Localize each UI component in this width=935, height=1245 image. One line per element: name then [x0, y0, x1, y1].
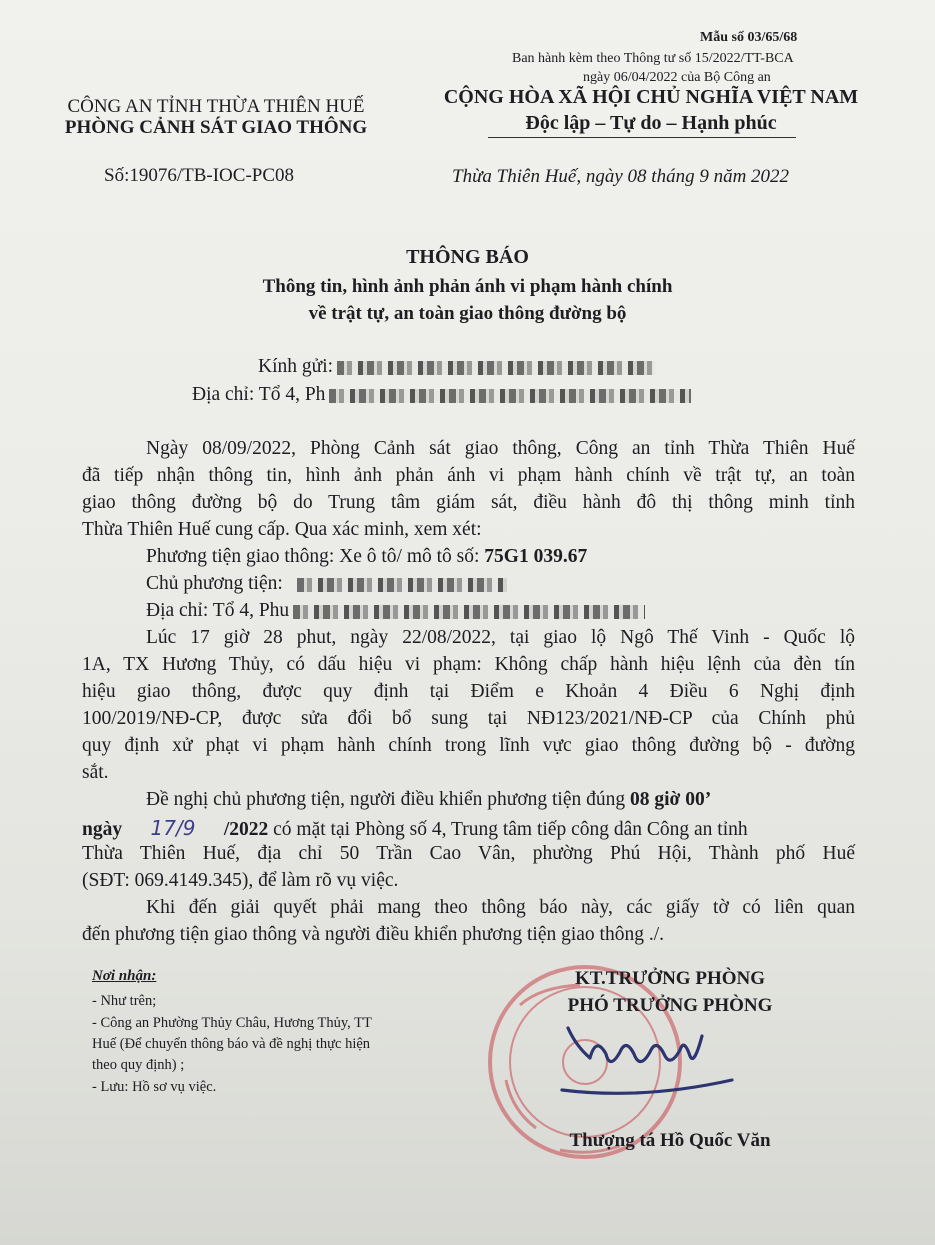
- redacted-owner: [297, 578, 507, 592]
- recipient-item: Huế (Để chuyển thông báo và đề nghị thực hiện: [92, 1036, 371, 1052]
- recipient-address-label: Địa chỉ: Tổ 4, Ph: [192, 384, 326, 405]
- owner-line: [146, 573, 507, 595]
- place-date: Thừa Thiên Huế, ngày 08 tháng 9 năm 2022: [452, 166, 790, 187]
- para3-line4: (SĐT: 069.4149.345), để làm rõ vụ việc.: [82, 870, 399, 891]
- recipient-to: [258, 356, 655, 378]
- appointment-time: 08 giờ 00’: [630, 789, 712, 810]
- agency-unit: PHÒNG CẢNH SÁT GIAO THÔNG: [64, 117, 368, 138]
- para1-line3: giao thông đường bộ do Trung tâm giám sát, điều hành đô thị thông minh tỉnh: [82, 492, 855, 513]
- para1-line1: Ngày 08/09/2022, Phòng Cảnh sát giao thông, Công an tỉnh Thừa Thiên Huế: [146, 438, 855, 459]
- subtitle-line-2: về trật tự, an toàn giao thông đường bộ: [308, 303, 627, 324]
- redacted-owner-address: [293, 605, 645, 619]
- signer-name: Thượng tá Hồ Quốc Văn: [569, 1130, 771, 1151]
- form-regulation-line: Ban hành kèm theo Thông tư số 15/2022/TT-BCA: [512, 51, 794, 66]
- para2-line6: sắt.: [82, 762, 109, 783]
- redacted-address: [329, 389, 691, 403]
- para3-line3: Thừa Thiên Huế, địa chỉ 50 Trần Cao Vân, phường Phú Hội, Thành phố Huế: [82, 843, 855, 864]
- owner-address-line: [146, 600, 645, 622]
- owner-label: Chủ phương tiện:: [146, 573, 283, 594]
- para2-line5: quy định xử phạt vi phạm hành chính trong lĩnh vực giao thông đường bộ - đường: [82, 735, 855, 756]
- handwritten-month: 9: [182, 816, 196, 840]
- agency-parent: CÔNG AN TỈNH THỪA THIÊN HUẾ: [67, 96, 365, 117]
- vehicle-plate: 75G1 039.67: [484, 546, 588, 567]
- handwritten-day: 17: [150, 816, 176, 840]
- signature-title-1: KT.TRƯỞNG PHÒNG: [575, 968, 765, 989]
- subtitle-line-1: Thông tin, hình ảnh phản ánh vi phạm hành chính: [262, 276, 673, 297]
- motto-underline: [488, 137, 796, 138]
- recipient-item: - Như trên;: [92, 993, 157, 1009]
- recipients-title: Nơi nhận:: [92, 968, 157, 984]
- recipient-item: theo quy định) ;: [92, 1057, 185, 1073]
- vehicle-line: [146, 546, 587, 568]
- para2-line3: hiệu giao thông, được quy định tại Điểm e Khoản 4 Điều 6 Nghị định: [82, 681, 855, 702]
- para3-line1: [146, 789, 711, 811]
- para2-line1: Lúc 17 giờ 28 phut, ngày 22/08/2022, tại giao lộ Ngô Thế Vinh - Quốc lộ: [146, 627, 855, 648]
- page-title: THÔNG BÁO: [406, 246, 529, 268]
- document-number: Số:19076/TB-IOC-PC08: [104, 165, 295, 186]
- para2-line2: 1A, TX Hương Thủy, có dấu hiệu vi phạm: Không chấp hành hiệu lệnh của đèn tín: [82, 654, 855, 675]
- appointment-year: /2022: [223, 819, 269, 840]
- recipient-item: - Lưu: Hồ sơ vụ việc.: [92, 1079, 217, 1095]
- redacted-name: [337, 361, 655, 375]
- handwritten-date: 17/9: [150, 816, 196, 840]
- para3-line2-text: có mặt tại Phòng số 4, Trung tâm tiếp công dân Công an tỉnh: [273, 819, 748, 840]
- vehicle-label: Phương tiện giao thông: Xe ô tô/ mô tô số:: [146, 546, 480, 567]
- para1-line4: Thừa Thiên Huế cung cấp. Qua xác minh, xem xét:: [82, 519, 482, 540]
- national-name: CỘNG HÒA XÃ HỘI CHỦ NGHĨA VIỆT NAM: [443, 86, 859, 108]
- para4-line2: đến phương tiện giao thông và người điều khiển phương tiện giao thông ./.: [82, 924, 665, 945]
- para3-line2: [82, 816, 855, 841]
- national-motto: Độc lập – Tự do – Hạnh phúc: [525, 112, 777, 134]
- signature-title-2: PHÓ TRƯỞNG PHÒNG: [567, 995, 773, 1016]
- recipient-address: [192, 384, 691, 406]
- appointment-day-label: ngày: [82, 819, 123, 840]
- para1-line2: đã tiếp nhận thông tin, hình ảnh phản ánh vi phạm hành chính về trật tự, an toàn: [82, 465, 855, 486]
- form-number: Mẫu số 03/65/68: [700, 30, 798, 45]
- owner-address-label: Địa chỉ: Tổ 4, Phu: [146, 600, 290, 621]
- form-date-line: ngày 06/04/2022 của Bộ Công an: [583, 70, 771, 85]
- recipient-to-label: Kính gửi:: [258, 356, 334, 377]
- para2-line4: 100/2019/NĐ-CP, được sửa đổi bổ sung tại NĐ123/2021/NĐ-CP của Chính phủ: [82, 708, 855, 729]
- signature-stroke: [562, 1028, 732, 1093]
- para3-line1-text: Đề nghị chủ phương tiện, người điều khiển phương tiện đúng: [146, 789, 626, 810]
- para4-line1: Khi đến giải quyết phải mang theo thông báo này, các giấy tờ có liên quan: [146, 897, 855, 918]
- recipient-item: - Công an Phường Thủy Châu, Hương Thủy, TT: [92, 1015, 372, 1031]
